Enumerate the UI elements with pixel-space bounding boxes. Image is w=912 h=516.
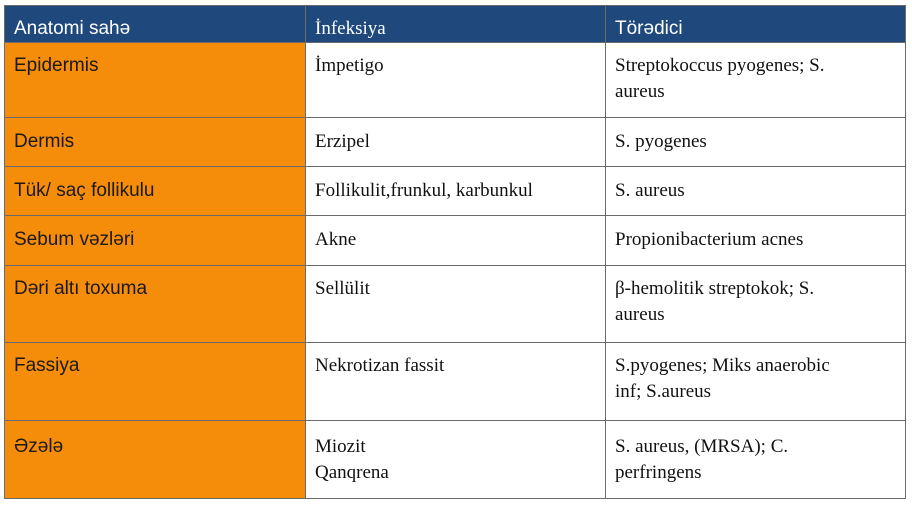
table-row [5,167,906,216]
header-infection: İnfeksiya [306,6,606,43]
infection-line: Akne [315,229,357,250]
table-row [5,118,906,167]
infection-line: Follikulit,frunkul, karbunkul [315,180,533,201]
infection-table [4,5,906,499]
table-header [5,6,906,43]
site-cell: Dəri altı toxuma [5,266,306,343]
pathogen-line: Streptokoccus pyogenes; S. [615,55,825,76]
site-cell: Əzələ [5,421,306,499]
pathogen-cell [606,343,906,421]
pathogen-cell [606,216,906,266]
header-row [5,6,906,43]
site-cell: Epidermis [5,43,306,118]
pathogen-line: S.pyogenes; Miks anaerobic [615,355,830,376]
site-cell: Fassiya [5,343,306,421]
infection-line: Sellülit [315,278,370,299]
pathogen-cell [606,43,906,118]
infection-line: Erzipel [315,131,370,152]
pathogen-line: β-hemolitik streptokok; S. [615,278,815,299]
infection-cell [306,421,606,499]
pathogen-line: aureus [615,304,665,325]
table-row [5,343,906,421]
pathogen-cell [606,266,906,343]
site-cell: Dermis [5,118,306,167]
header-pathogen: Törədici [606,6,906,43]
site-cell: Tük/ saç follikulu [5,167,306,216]
table-row [5,43,906,118]
table-row [5,216,906,266]
header-anatomic-site: Anatomi sahə [5,6,306,43]
infection-line: Nekrotizan fassit [315,355,445,376]
infection-cell [306,266,606,343]
infection-cell [306,167,606,216]
pathogen-line: S. aureus, (MRSA); C. [615,436,789,457]
pathogen-line: perfringens [615,462,702,483]
pathogen-cell [606,421,906,499]
table-row [5,421,906,499]
pathogen-cell [606,118,906,167]
infection-cell [306,343,606,421]
infection-cell [306,216,606,266]
pathogen-line: aureus [615,81,665,102]
infection-cell [306,118,606,167]
site-cell: Sebum vəzləri [5,216,306,266]
infection-line: Qanqrena [315,462,389,483]
pathogen-line: S. aureus [615,180,685,201]
pathogen-line: Propionibacterium acnes [615,229,804,250]
pathogen-line: S. pyogenes [615,131,707,152]
infection-line: İmpetigo [315,55,384,76]
infection-cell [306,43,606,118]
table-row [5,266,906,343]
infection-line: Miozit [315,436,366,457]
table-body [5,43,906,499]
pathogen-cell [606,167,906,216]
pathogen-line: inf; S.aureus [615,381,712,402]
